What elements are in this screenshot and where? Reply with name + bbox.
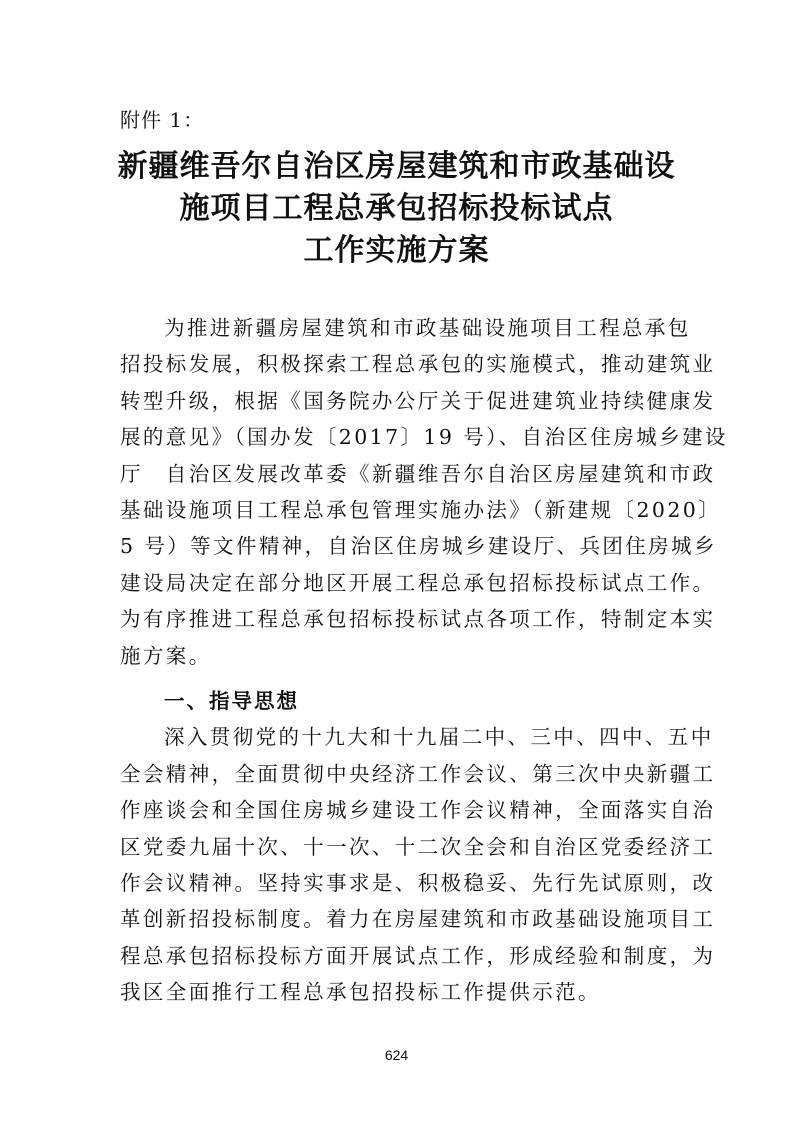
title-line: 施项目工程总承包招标投标试点 (179, 191, 614, 226)
section-heading: 一、指导思想 (164, 689, 299, 713)
paragraph-line: 区党委九届十次、十一次、十二次全会和自治区党委经济工 (120, 834, 716, 859)
paragraph-line: 招投标发展，积极探索工程总承包的实施模式，推动建筑业 (120, 352, 716, 377)
paragraph-line: 革创新招投标制度。着力在房屋建筑和市政基础设施项目工 (120, 907, 716, 932)
paragraph-line: 作座谈会和全国住房城乡建设工作会议精神，全面落实自治 (120, 798, 716, 823)
paragraph-line: 为推进新疆房屋建筑和市政基础设施项目工程总承包 (164, 316, 691, 340)
paragraph-line: 深入贯彻党的十九大和十九届二中、三中、四中、五中 (164, 725, 714, 750)
paragraph-line: 全会精神，全面贯彻中央经济工作会议、第三次中央新疆工 (120, 761, 716, 786)
paragraph-line: 转型升级，根据《国务院办公厅关于促进建筑业持续健康发 (120, 388, 716, 413)
page-number: 624 (384, 1047, 409, 1063)
title-line: 工作实施方案 (303, 233, 490, 268)
attachment-label: 附件 1： (120, 108, 205, 132)
paragraph-line: 厅 自治区发展改革委《新疆维吾尔自治区房屋建筑和市政 (120, 461, 716, 486)
section-1 (120, 683, 716, 1011)
paragraph-line: 展的意见》（国办发〔2017〕19 号）、自治区住房城乡建设 (120, 425, 728, 450)
paragraph-line: 程总承包招标投标方面开展试点工作，形成经验和制度，为 (120, 943, 716, 968)
title-line: 新疆维吾尔自治区房屋建筑和市政基础设 (117, 149, 676, 184)
paragraph-line: 我区全面推行工程总承包招投标工作提供示范。 (120, 980, 601, 1005)
paragraph-line: 5 号）等文件精神，自治区住房城乡建设厅、兵团住房城乡 (120, 534, 717, 559)
paragraph-line: 施方案。 (120, 643, 212, 668)
paragraph-line: 建设局决定在部分地区开展工程总承包招标投标试点工作。 (120, 570, 716, 595)
paragraph-line: 作会议精神。坚持实事求是、积极稳妥、先行先试原则，改 (120, 870, 716, 895)
paragraph-line: 为有序推进工程总承包招标投标试点各项工作，特制定本实 (120, 607, 716, 632)
paragraph-line: 基础设施项目工程总承包管理实施办法》（新建规〔2020〕 (120, 497, 722, 522)
document-title (0, 146, 793, 272)
intro-paragraph (120, 310, 728, 674)
